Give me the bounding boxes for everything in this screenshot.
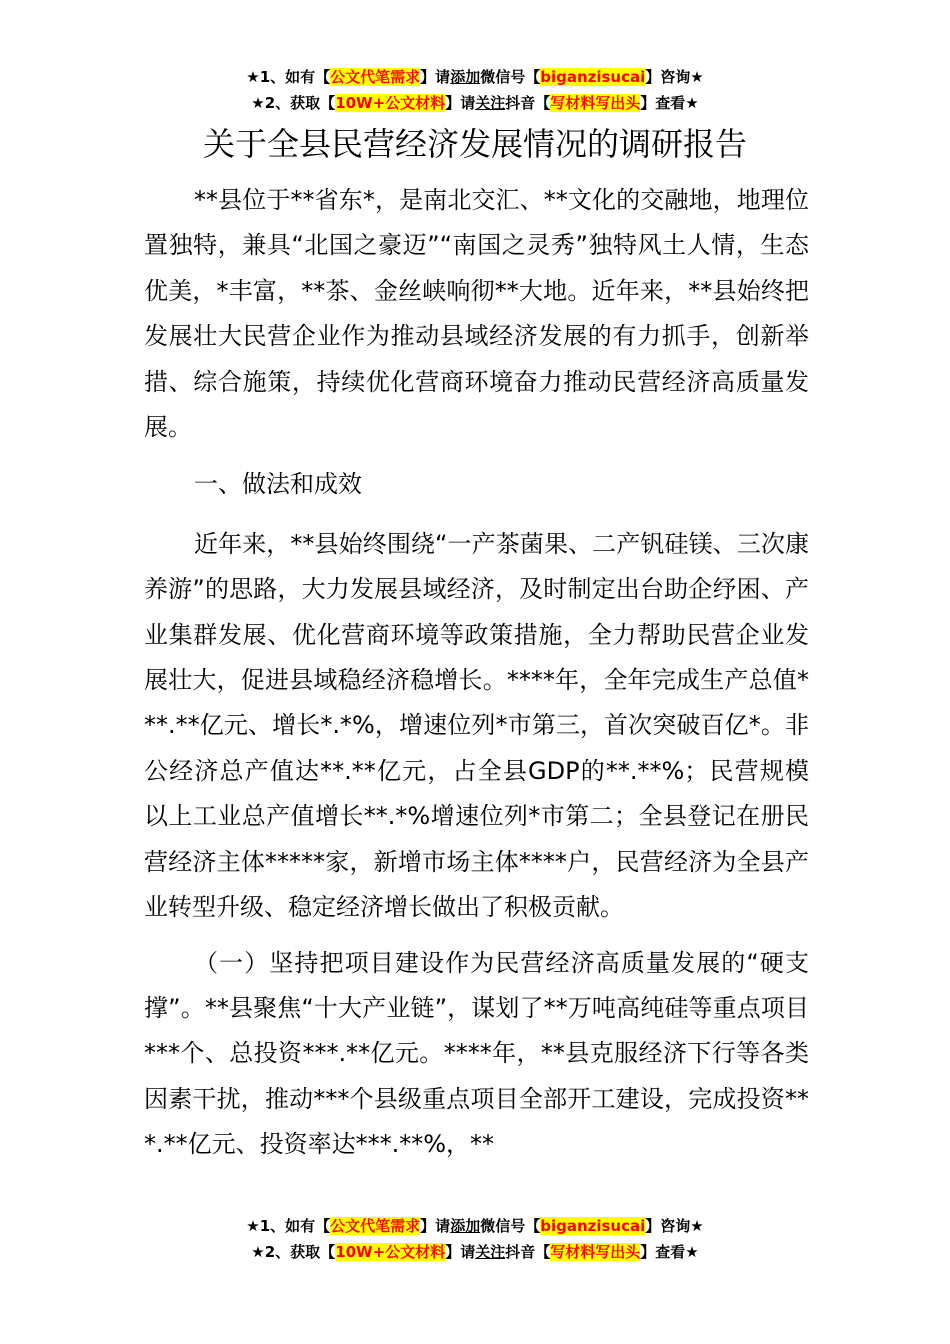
ad-highlight-wechat-id: biganzisucai: [540, 1217, 646, 1235]
document-title: 关于全县民营经济发展情况的调研报告: [202, 125, 747, 163]
ad-highlight-materials: 10W+公文材料: [335, 94, 446, 112]
ad-highlight-douyin-id: 写材料写出头: [550, 1243, 641, 1261]
document-body: [144, 178, 809, 1168]
ad-text: 微信号【: [480, 68, 541, 86]
ad-text: 】请: [420, 68, 451, 86]
ad-highlight-douyin-id: 写材料写出头: [550, 94, 641, 112]
ad-highlight-materials: 10W+公文材料: [335, 1243, 446, 1261]
ad-text: 】咨询★: [645, 68, 704, 86]
ad-underlined-text: 关注: [475, 1243, 506, 1261]
ad-line-1: [0, 1213, 950, 1239]
ad-text: 】请: [445, 1243, 476, 1261]
bottom-ad-banner: [0, 1213, 950, 1265]
ad-text: 微信号【: [480, 1217, 541, 1235]
ad-text: ★1、如有【: [246, 68, 331, 86]
ad-underlined-text: 添加: [450, 1217, 481, 1235]
ad-text: 】咨询★: [645, 1217, 704, 1235]
ad-text: ★1、如有【: [246, 1217, 331, 1235]
ad-text: 抖音【: [505, 94, 551, 112]
ad-highlight-service: 公文代笔需求: [330, 68, 421, 86]
section-heading: 一、做法和成效: [194, 470, 362, 499]
ad-underlined-text: 添加: [450, 68, 481, 86]
ad-line-2: [0, 90, 950, 116]
ad-line-1: [0, 64, 950, 90]
ad-underlined-text: 关注: [475, 94, 506, 112]
ad-highlight-service: 公文代笔需求: [330, 1217, 421, 1235]
ad-highlight-wechat-id: biganzisucai: [540, 68, 646, 86]
ad-text: 】请: [420, 1217, 451, 1235]
top-ad-banner: [0, 64, 950, 116]
ad-text: 】查看★: [640, 94, 699, 112]
ad-text: 】查看★: [640, 1243, 699, 1261]
subsection-paragraph: （一）坚持把项目建设作为民营经济高质量发展的“硬支撑”。**县聚焦“十大产业链”，谋划了**万吨高纯硅等重点项目***个、总投资***.**亿元。****年，**县克服经济下行等各类因素干扰，推动***个县级重点项目全部开工建设，完成投资***.**亿元、投资率达***.**%，**: [144, 948, 809, 1159]
ad-line-2: [0, 1239, 950, 1265]
intro-paragraph: **县位于**省东*，是南北交汇、**文化的交融地，地理位置独特，兼具“北国之豪迈”“南国之灵秀”独特风土人情，生态优美，*丰富，**茶、金丝峡响彻**大地。近年来，**县始终把发展壮大民营企业作为推动县域经济发展的有力抓手，创新举措、综合施策，持续优化营商环境奋力推动民营经济高质量发展。: [144, 186, 809, 442]
ad-text: 】请: [445, 94, 476, 112]
ad-text: ★2、获取【: [251, 1243, 336, 1261]
ad-text: 抖音【: [505, 1243, 551, 1261]
ad-text: ★2、获取【: [251, 94, 336, 112]
section-paragraph: 近年来，**县始终围绕“一产茶菌果、二产钒硅镁、三次康养游”的思路，大力发展县域经济，及时制定出台助企纾困、产业集群发展、优化营商环境等政策措施，全力帮助民营企业发展壮大，促进县域稳经济稳增长。****年，全年完成生产总值***.**亿元、增长*.*%，增速位列*市第三，首次突破百亿*。非公经济总产值达**.**亿元，占全县GDP的**.**%；民营规模以上工业总产值增长**.*%增速位列*市第二；全县登记在册民营经济主体*****家，新增市场主体****户，民营经济为全县产业转型升级、稳定经济增长做出了积极贡献。: [144, 529, 809, 922]
